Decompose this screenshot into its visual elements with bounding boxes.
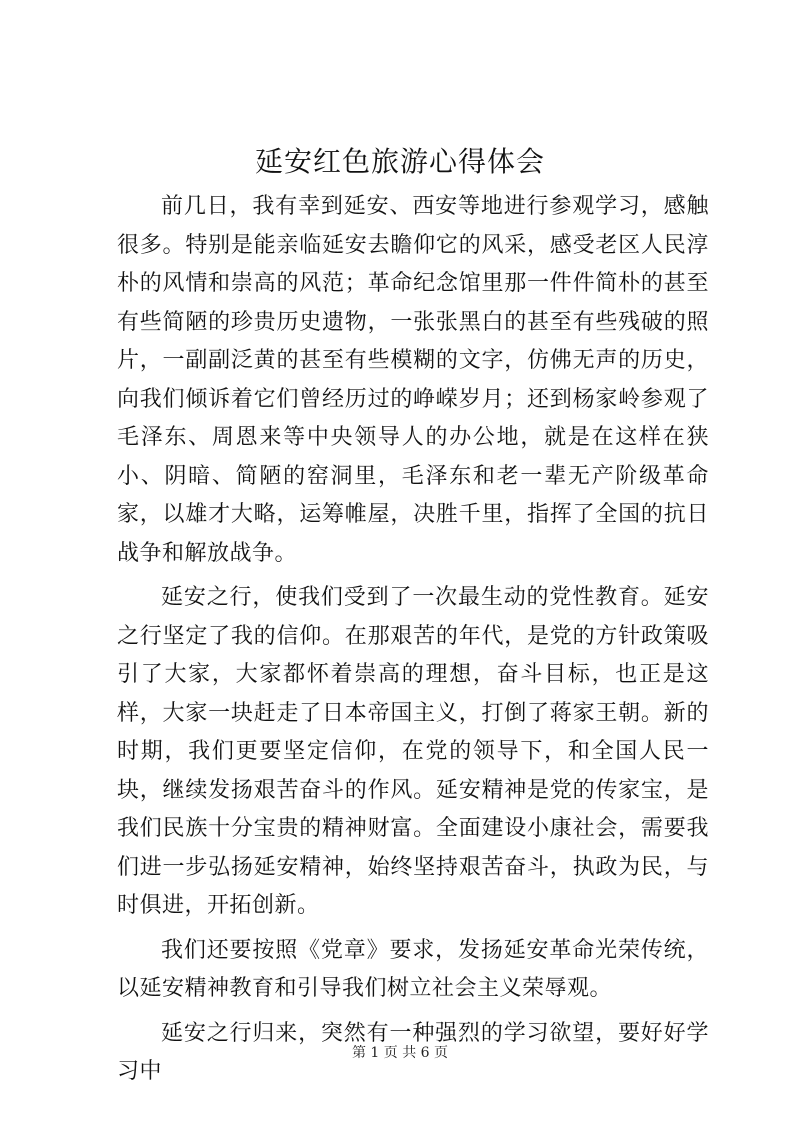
paragraph-4: 延安之行归来，突然有一种强烈的学习欲望，要好好学习中 [117,1020,709,1084]
paragraph-3: 我们还要按照《党章》要求，发扬延安革命光荣传统，以延安精神教育和引导我们树立社会主义荣辱观。 [117,937,709,1001]
paragraph-1: 前几日，我有幸到延安、西安等地进行参观学习，感触很多。特别是能亲临延安去瞻仰它的风采，感受老区人民淳朴的风情和崇高的风范；革命纪念馆里那一件件简朴的甚至有些简陋的珍贵历史遗物，一张张黑白的甚至有些残破的照片，一副副泛黄的甚至有些模糊的文字，仿佛无声的历史，向我们倾诉着它们曾经历过的峥嵘岁月；还到杨家岭参观了毛泽东、周恩来等中央领导人的办公地，就是在这样在狭小、阴暗、简陋的窑洞里，毛泽东和老一辈无产阶级革命家，以雄才大略，运筹帷屋，决胜千里，指挥了全国的抗日战争和解放战争。 [117,194,709,566]
document-title: 延安红色旅游心得体会 [254,145,545,178]
page-number-footer: 第 1 页 共 6 页 [351,1045,449,1061]
document-body [117,188,709,1092]
paragraph-2: 延安之行，使我们受到了一次最生动的党性教育。延安之行坚定了我的信仰。在那艰苦的年代，是党的方针政策吸引了大家，大家都怀着崇高的理想，奋斗目标，也正是这样，大家一块赶走了日本帝国主义，打倒了蒋家王朝。新的时期，我们更要坚定信仰，在党的领导下，和全国人民一块，继续发扬艰苦奋斗的作风。延安精神是党的传家宝，是我们民族十分宝贵的精神财富。全面建设小康社会，需要我们进一步弘扬延安精神，始终坚持艰苦奋斗，执政为民，与时俱进，开拓创新。 [117,585,709,918]
